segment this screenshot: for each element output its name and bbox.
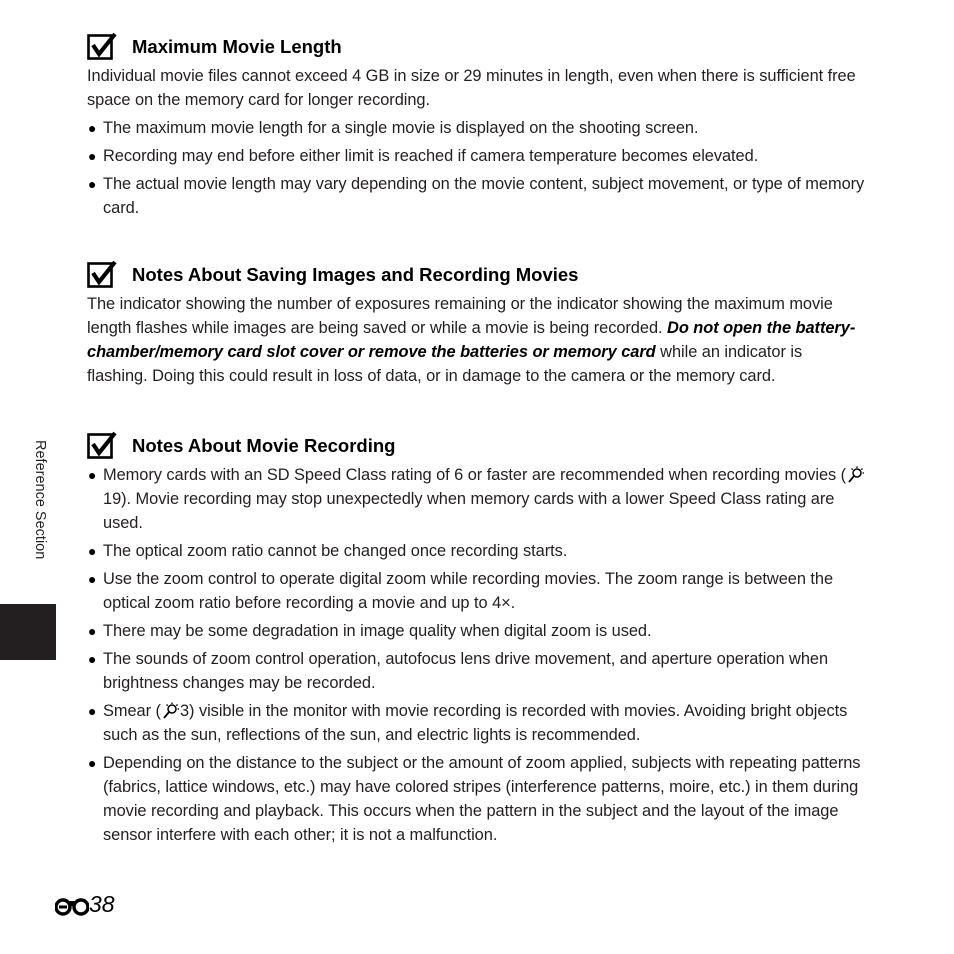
bullet-icon: ●: [88, 623, 97, 639]
section-movie-recording-notes: [87, 433, 867, 851]
caution-check-icon: [87, 260, 117, 290]
bullet-icon: ●: [88, 148, 97, 164]
caution-check-icon: [87, 431, 117, 461]
side-section-label: Reference Section: [32, 440, 48, 560]
bullet-list: [87, 116, 867, 220]
list-item-text: The actual movie length may vary depending on the movie content, subject movement, or type of memory card.: [103, 175, 865, 217]
list-item-text: Use the zoom control to operate digital zoom while recording movies. The zoom range is between the optical zoom ratio before recording a movie and up to 4×.: [103, 570, 834, 612]
list-item-text: Depending on the distance to the subject or the amount of zoom applied, subjects with repeating patterns (fabrics, lattice windows, etc.) may have colored stripes (interference patterns, moire, etc.) in them during movie recording and playback. This occurs when the pattern in the subject and the layout of the image sensor interfere with each other; it is not a malfunction.: [103, 754, 861, 844]
bullet-icon: ●: [88, 703, 97, 719]
section-heading: [87, 34, 867, 64]
list-item: [87, 144, 867, 168]
list-item: [87, 463, 867, 535]
intro-text: while an indicator is flashing. Doing this could result in loss of data, or in damage to the camera or the memory card.: [87, 343, 803, 385]
list-item-text: The optical zoom ratio cannot be changed once recording starts.: [103, 542, 568, 560]
caution-check-icon: [87, 32, 117, 62]
list-item: [87, 699, 867, 747]
page-reference-number: 19: [103, 490, 122, 508]
page-reference-icon: [847, 466, 864, 483]
bullet-icon: ●: [88, 467, 97, 483]
bullet-icon: ●: [88, 651, 97, 667]
bullet-icon: ●: [88, 120, 97, 136]
list-item-text: Memory cards with an SD Speed Class rating of 6 or faster are recommended when recording movies (: [103, 466, 847, 484]
section-title: Notes About Movie Recording: [132, 435, 396, 456]
list-item-text: The sounds of zoom control operation, autofocus lens drive movement, and aperture operation when brightness changes may be recorded.: [103, 650, 829, 692]
list-item: [87, 619, 867, 643]
bullet-list: [87, 463, 867, 847]
list-item-text: ) visible in the monitor with movie recording is recorded with movies. Avoiding bright objects such as the sun, reflections of the sun, and electric lights is recommended.: [103, 702, 848, 744]
list-item-text: The maximum movie length for a single movie is displayed on the shooting screen.: [103, 119, 699, 137]
list-item-text: ). Movie recording may stop unexpectedly when memory cards with a lower Speed Class rating are used.: [103, 490, 835, 532]
bullet-icon: ●: [88, 571, 97, 587]
reference-section-binoculars-icon: [55, 896, 89, 916]
list-item: [87, 116, 867, 140]
page-reference-icon: [162, 702, 179, 719]
page-number-text: 38: [89, 891, 115, 917]
list-item-text: Smear (: [103, 702, 161, 720]
list-item: [87, 539, 867, 563]
page-reference-number: 3: [179, 702, 190, 720]
list-item: [87, 172, 867, 220]
section-intro: Individual movie files cannot exceed 4 GB in size or 29 minutes in length, even when there is sufficient free space on the memory card for longer recording.: [87, 67, 856, 109]
bullet-icon: ●: [88, 543, 97, 559]
section-thumb-tab: [0, 604, 56, 660]
section-heading: [87, 433, 867, 463]
section-intro: [87, 292, 867, 388]
list-item: [87, 567, 867, 615]
list-item-text: There may be some degradation in image quality when digital zoom is used.: [103, 622, 652, 640]
section-heading: [87, 262, 867, 292]
warning-emphasis: Do not open the battery-chamber/memory card slot cover or remove the batteries or memory card: [87, 319, 856, 361]
bullet-icon: ●: [88, 176, 97, 192]
list-item-text: Recording may end before either limit is reached if camera temperature becomes elevated.: [103, 147, 759, 165]
section-maximum-movie-length: [87, 34, 867, 224]
section-title: Maximum Movie Length: [132, 36, 342, 57]
list-item: [87, 647, 867, 695]
section-saving-images-notes: [87, 262, 867, 388]
section-title: Notes About Saving Images and Recording Movies: [132, 264, 579, 285]
list-item: [87, 751, 867, 847]
intro-text: The indicator showing the number of exposures remaining or the indicator showing the maximum movie length flashes while images are being saved or while a movie is being recorded.: [87, 295, 833, 337]
bullet-icon: ●: [88, 755, 97, 771]
